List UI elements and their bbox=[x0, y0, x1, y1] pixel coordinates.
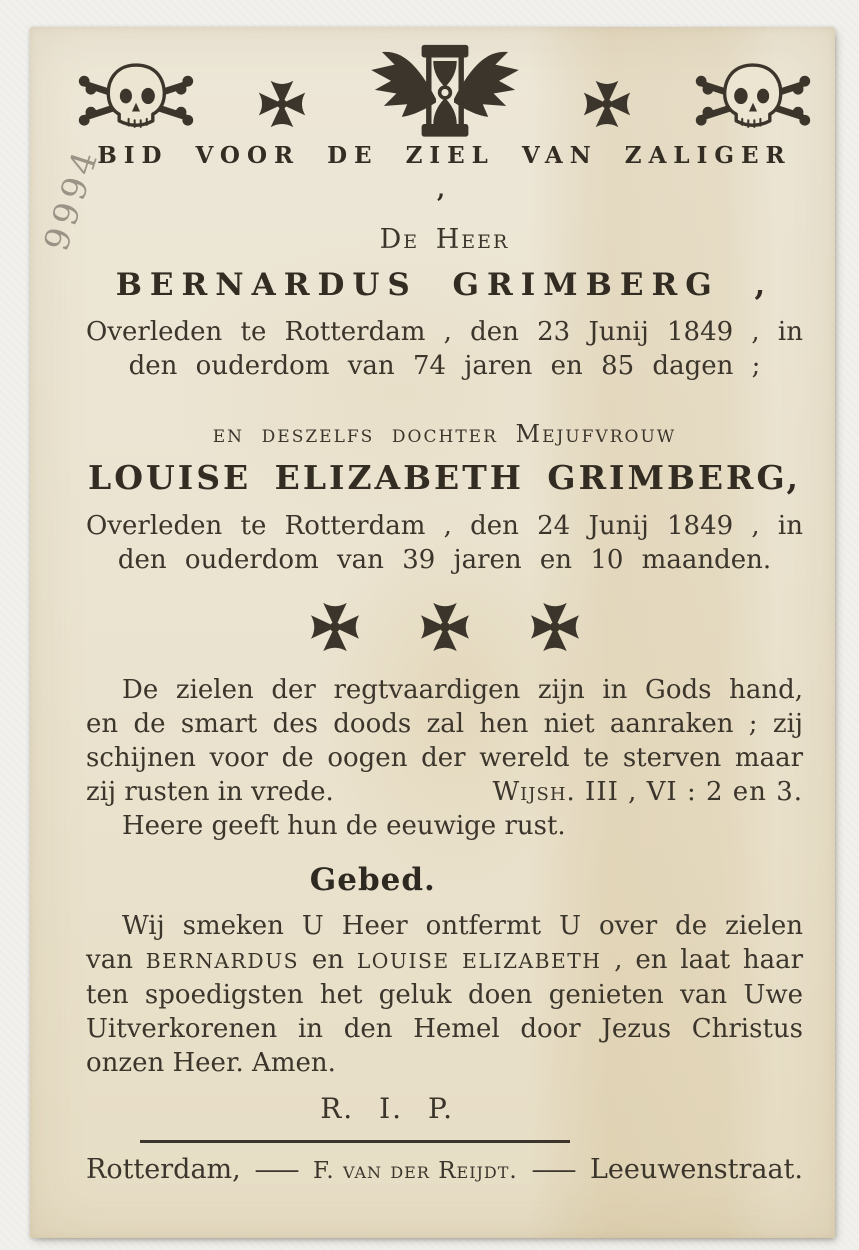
scripture-passage bbox=[86, 673, 803, 843]
prayer-name-1: BERNARDUS bbox=[145, 949, 300, 973]
prayer-line-2 bbox=[86, 943, 803, 978]
ornament-row bbox=[72, 35, 817, 135]
imprint-printer: F. van der Reijdt. bbox=[313, 1158, 518, 1184]
footer-rule bbox=[140, 1140, 570, 1143]
imprint-line bbox=[86, 1153, 803, 1188]
maltese-cross-icon-top-right bbox=[580, 77, 634, 131]
scripture-closing: zij rusten in vrede. bbox=[86, 777, 334, 807]
memorial-card bbox=[30, 27, 835, 1238]
death-2-line-2: den ouderdom van 39 jaren en 10 maanden. bbox=[117, 545, 772, 575]
prayer-text bbox=[86, 909, 803, 1080]
death-2-line-1: Overleden te Rotterdam , den 24 Junij 1849 , in bbox=[86, 511, 803, 541]
imprint-dash-1: — bbox=[253, 1155, 301, 1185]
death-notice-2 bbox=[86, 509, 803, 577]
rip-line: R. I. P. bbox=[320, 1092, 455, 1125]
imprint-dash-2: — bbox=[530, 1155, 578, 1185]
title-prefix: De Heer bbox=[379, 224, 510, 255]
winged-hourglass-icon bbox=[364, 41, 526, 145]
scripture-response: Heere geeft hun de eeuwige rust. bbox=[122, 811, 566, 841]
prayer-line-1: Wij smeken U Heer ontfermt U over de zielen bbox=[122, 911, 803, 941]
prayer-line-3: ten spoedigsten het geluk doen genieten van Uwe bbox=[86, 980, 803, 1010]
prayer-heading: Gebed. bbox=[309, 862, 436, 898]
death-1-line-1: Overleden te Rotterdam , den 23 Junij 1849 , in bbox=[86, 317, 803, 347]
prayer-name-2: LOUISE ELIZABETH bbox=[356, 949, 602, 973]
imprint-street: Leeuwenstraat. bbox=[590, 1154, 803, 1185]
scripture-reference bbox=[492, 775, 803, 809]
deceased-name-2: LOUISE ELIZABETH GRIMBERG, bbox=[88, 458, 801, 497]
maltese-cross-icon-mid-2 bbox=[417, 599, 473, 655]
maltese-cross-icon-mid-3 bbox=[527, 599, 583, 655]
card-content bbox=[30, 35, 835, 1246]
death-notice-1 bbox=[86, 315, 803, 383]
scripture-line-2: en de smart des doods zal hen niet aanraken ; zij bbox=[86, 709, 803, 739]
imprint-city: Rotterdam, bbox=[86, 1154, 241, 1185]
invocation-line: BID VOOR DE ZIEL VAN ZALIGER , bbox=[97, 142, 792, 203]
mid-cross-row bbox=[86, 599, 803, 657]
scripture-line-3: schijnen voor de oogen der wereld te sterven maar bbox=[86, 743, 803, 773]
scripture-reference-verses: III , VI : 2 en 3. bbox=[585, 777, 803, 807]
maltese-cross-icon-mid-1 bbox=[307, 599, 363, 655]
scripture-line-1: De zielen der regtvaardigen zijn in Gods hand, bbox=[122, 675, 803, 705]
deceased-name-1: BERNARDUS GRIMBERG , bbox=[115, 267, 774, 303]
skull-crossbones-icon-right bbox=[689, 61, 817, 135]
prayer-line-5: onzen Heer. Amen. bbox=[86, 1048, 336, 1078]
scripture-reference-book: Wijsh. bbox=[492, 777, 576, 807]
death-1-line-2: den ouderdom van 74 jaren en 85 dagen ; bbox=[128, 351, 761, 381]
prayer-line-2-a: van bbox=[86, 945, 133, 975]
prayer-line-4: Uitverkorenen in den Hemel door Jezus Christus bbox=[86, 1014, 803, 1044]
skull-crossbones-icon-left bbox=[72, 61, 200, 135]
prayer-line-2-c: , en laat haar bbox=[614, 945, 804, 975]
handwritten-number: 9994 bbox=[36, 142, 108, 256]
winged-hourglass-wrap bbox=[364, 41, 526, 145]
maltese-cross-icon-top-left bbox=[255, 77, 309, 131]
scripture-line-4 bbox=[86, 775, 803, 809]
prayer-line-2-b: en bbox=[311, 945, 344, 975]
relation-line: en deszelfs dochter Mejufvrouw bbox=[212, 420, 677, 448]
